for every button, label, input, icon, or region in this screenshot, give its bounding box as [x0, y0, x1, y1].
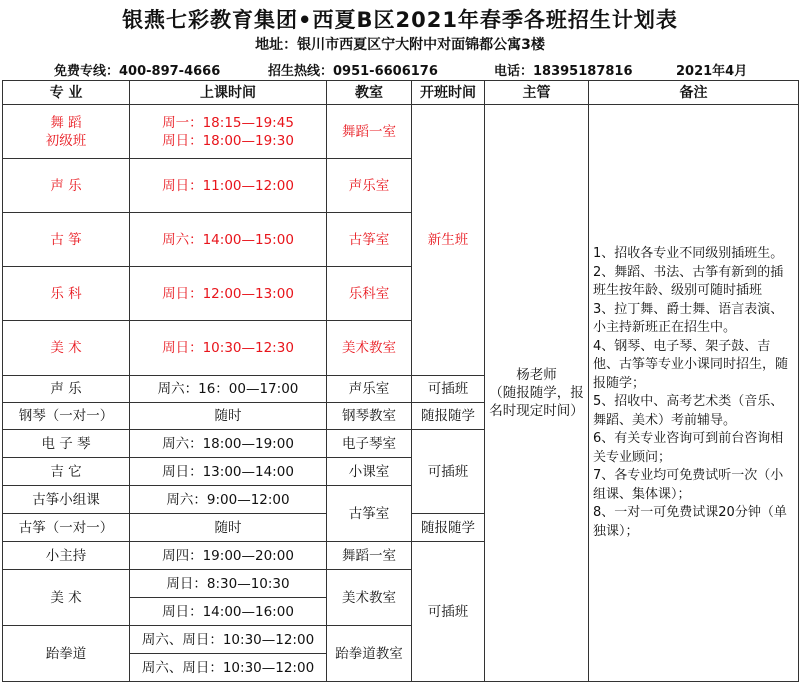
table-header-row [3, 81, 799, 105]
header-room: 教室 [327, 81, 412, 105]
time-cell: 周日：11:00—12:00 [130, 159, 327, 213]
room-cell: 古筝室 [327, 486, 412, 542]
note-item: 6、有关专业咨询可到前台咨询相关专业顾问； [593, 431, 784, 465]
time-cell: 周日：12:00—13:00 [130, 267, 327, 321]
start-cell: 可插班 [412, 430, 485, 514]
notes-cell [589, 105, 799, 682]
note-item: 4、钢琴、电子琴、架子鼓、吉他、古筝等专业小课同时招生，随报随学； [593, 338, 789, 391]
room-cell: 钢琴教室 [327, 403, 412, 430]
date: 2021年4月 [676, 64, 748, 79]
major-cell: 古 筝 [3, 213, 130, 267]
schedule-table [2, 80, 799, 682]
start-cell: 随报随学 [412, 403, 485, 430]
manager-cell: 杨老师 （随报随学，报名时现定时间） [485, 105, 589, 682]
note-item: 8、一对一可免费试课20分钟（单独课）； [593, 505, 787, 539]
room-cell: 乐科室 [327, 267, 412, 321]
time-cell: 随时 [130, 514, 327, 542]
time-cell: 周四：19:00—20:00 [130, 542, 327, 570]
time-cell: 周日：14:00—16:00 [130, 598, 327, 626]
major-cell: 声 乐 [3, 159, 130, 213]
room-cell: 舞蹈一室 [327, 105, 412, 159]
major-cell: 古筝小组课 [3, 486, 130, 514]
room-cell: 美术教室 [327, 570, 412, 626]
time-cell: 周一：18:15—19:45 周日：18:00—19:30 [130, 105, 327, 159]
major-cell: 舞 蹈 初级班 [3, 105, 130, 159]
note-item: 1、招收各专业不同级别插班生。 [593, 246, 784, 261]
room-cell: 古筝室 [327, 213, 412, 267]
room-cell: 小课室 [327, 458, 412, 486]
address-line: 地址：银川市西夏区宁大附中对面锦都公寓3楼 [255, 37, 545, 53]
start-cell: 可插班 [412, 376, 485, 403]
phone: 电话：18395187816 [494, 64, 633, 79]
major-cell: 古筝（一对一） [3, 514, 130, 542]
free-line: 免费专线：400-897-4666 [54, 64, 221, 79]
major-cell: 乐 科 [3, 267, 130, 321]
table-row [3, 105, 799, 159]
major-cell: 跆拳道 [3, 626, 130, 682]
time-cell: 随时 [130, 403, 327, 430]
room-cell: 声乐室 [327, 376, 412, 403]
note-item: 2、舞蹈、书法、古筝有新到的插班生按年龄、级别可随时插班 [593, 264, 784, 298]
room-cell: 跆拳道教室 [327, 626, 412, 682]
major-cell: 小主持 [3, 542, 130, 570]
header-time: 上课时间 [130, 81, 327, 105]
header-manager: 主管 [485, 81, 589, 105]
note-item: 3、拉丁舞、爵士舞、语言表演、小主持新班正在招生中。 [593, 301, 784, 335]
time-cell: 周六、周日：10:30—12:00 [130, 626, 327, 654]
start-cell: 随报随学 [412, 514, 485, 542]
room-cell: 舞蹈一室 [327, 542, 412, 570]
room-cell: 电子琴室 [327, 430, 412, 458]
time-cell: 周日：8:30—10:30 [130, 570, 327, 598]
major-cell: 钢琴（一对一） [3, 403, 130, 430]
time-cell: 周六、周日：10:30—12:00 [130, 654, 327, 682]
major-cell: 美 术 [3, 570, 130, 626]
header-notes: 备注 [589, 81, 799, 105]
page-title: 银燕七彩教育集团•西夏B区2021年春季各班招生计划表 [122, 8, 678, 32]
note-item: 5、招收中、高考艺术类（音乐、舞蹈、美术）考前辅导。 [593, 394, 784, 428]
major-cell: 电 子 琴 [3, 430, 130, 458]
time-cell: 周日：10:30—12:30 [130, 321, 327, 376]
hotline: 招生热线：0951-6606176 [268, 64, 438, 79]
room-cell: 美术教室 [327, 321, 412, 376]
new-class-cell: 新生班 [412, 105, 485, 376]
header-start: 开班时间 [412, 81, 485, 105]
time-cell: 周六：14:00—15:00 [130, 213, 327, 267]
major-cell: 吉 它 [3, 458, 130, 486]
time-cell: 周六：18:00—19:00 [130, 430, 327, 458]
major-cell: 美 术 [3, 321, 130, 376]
room-cell: 声乐室 [327, 159, 412, 213]
start-cell: 可插班 [412, 542, 485, 682]
time-cell: 周六：9:00—12:00 [130, 486, 327, 514]
header-major: 专 业 [3, 81, 130, 105]
time-cell: 周日：13:00—14:00 [130, 458, 327, 486]
note-item: 7、各专业均可免费试听一次（小组课、集体课）； [593, 468, 784, 502]
major-cell: 声 乐 [3, 376, 130, 403]
time-cell: 周六：16：00—17:00 [130, 376, 327, 403]
